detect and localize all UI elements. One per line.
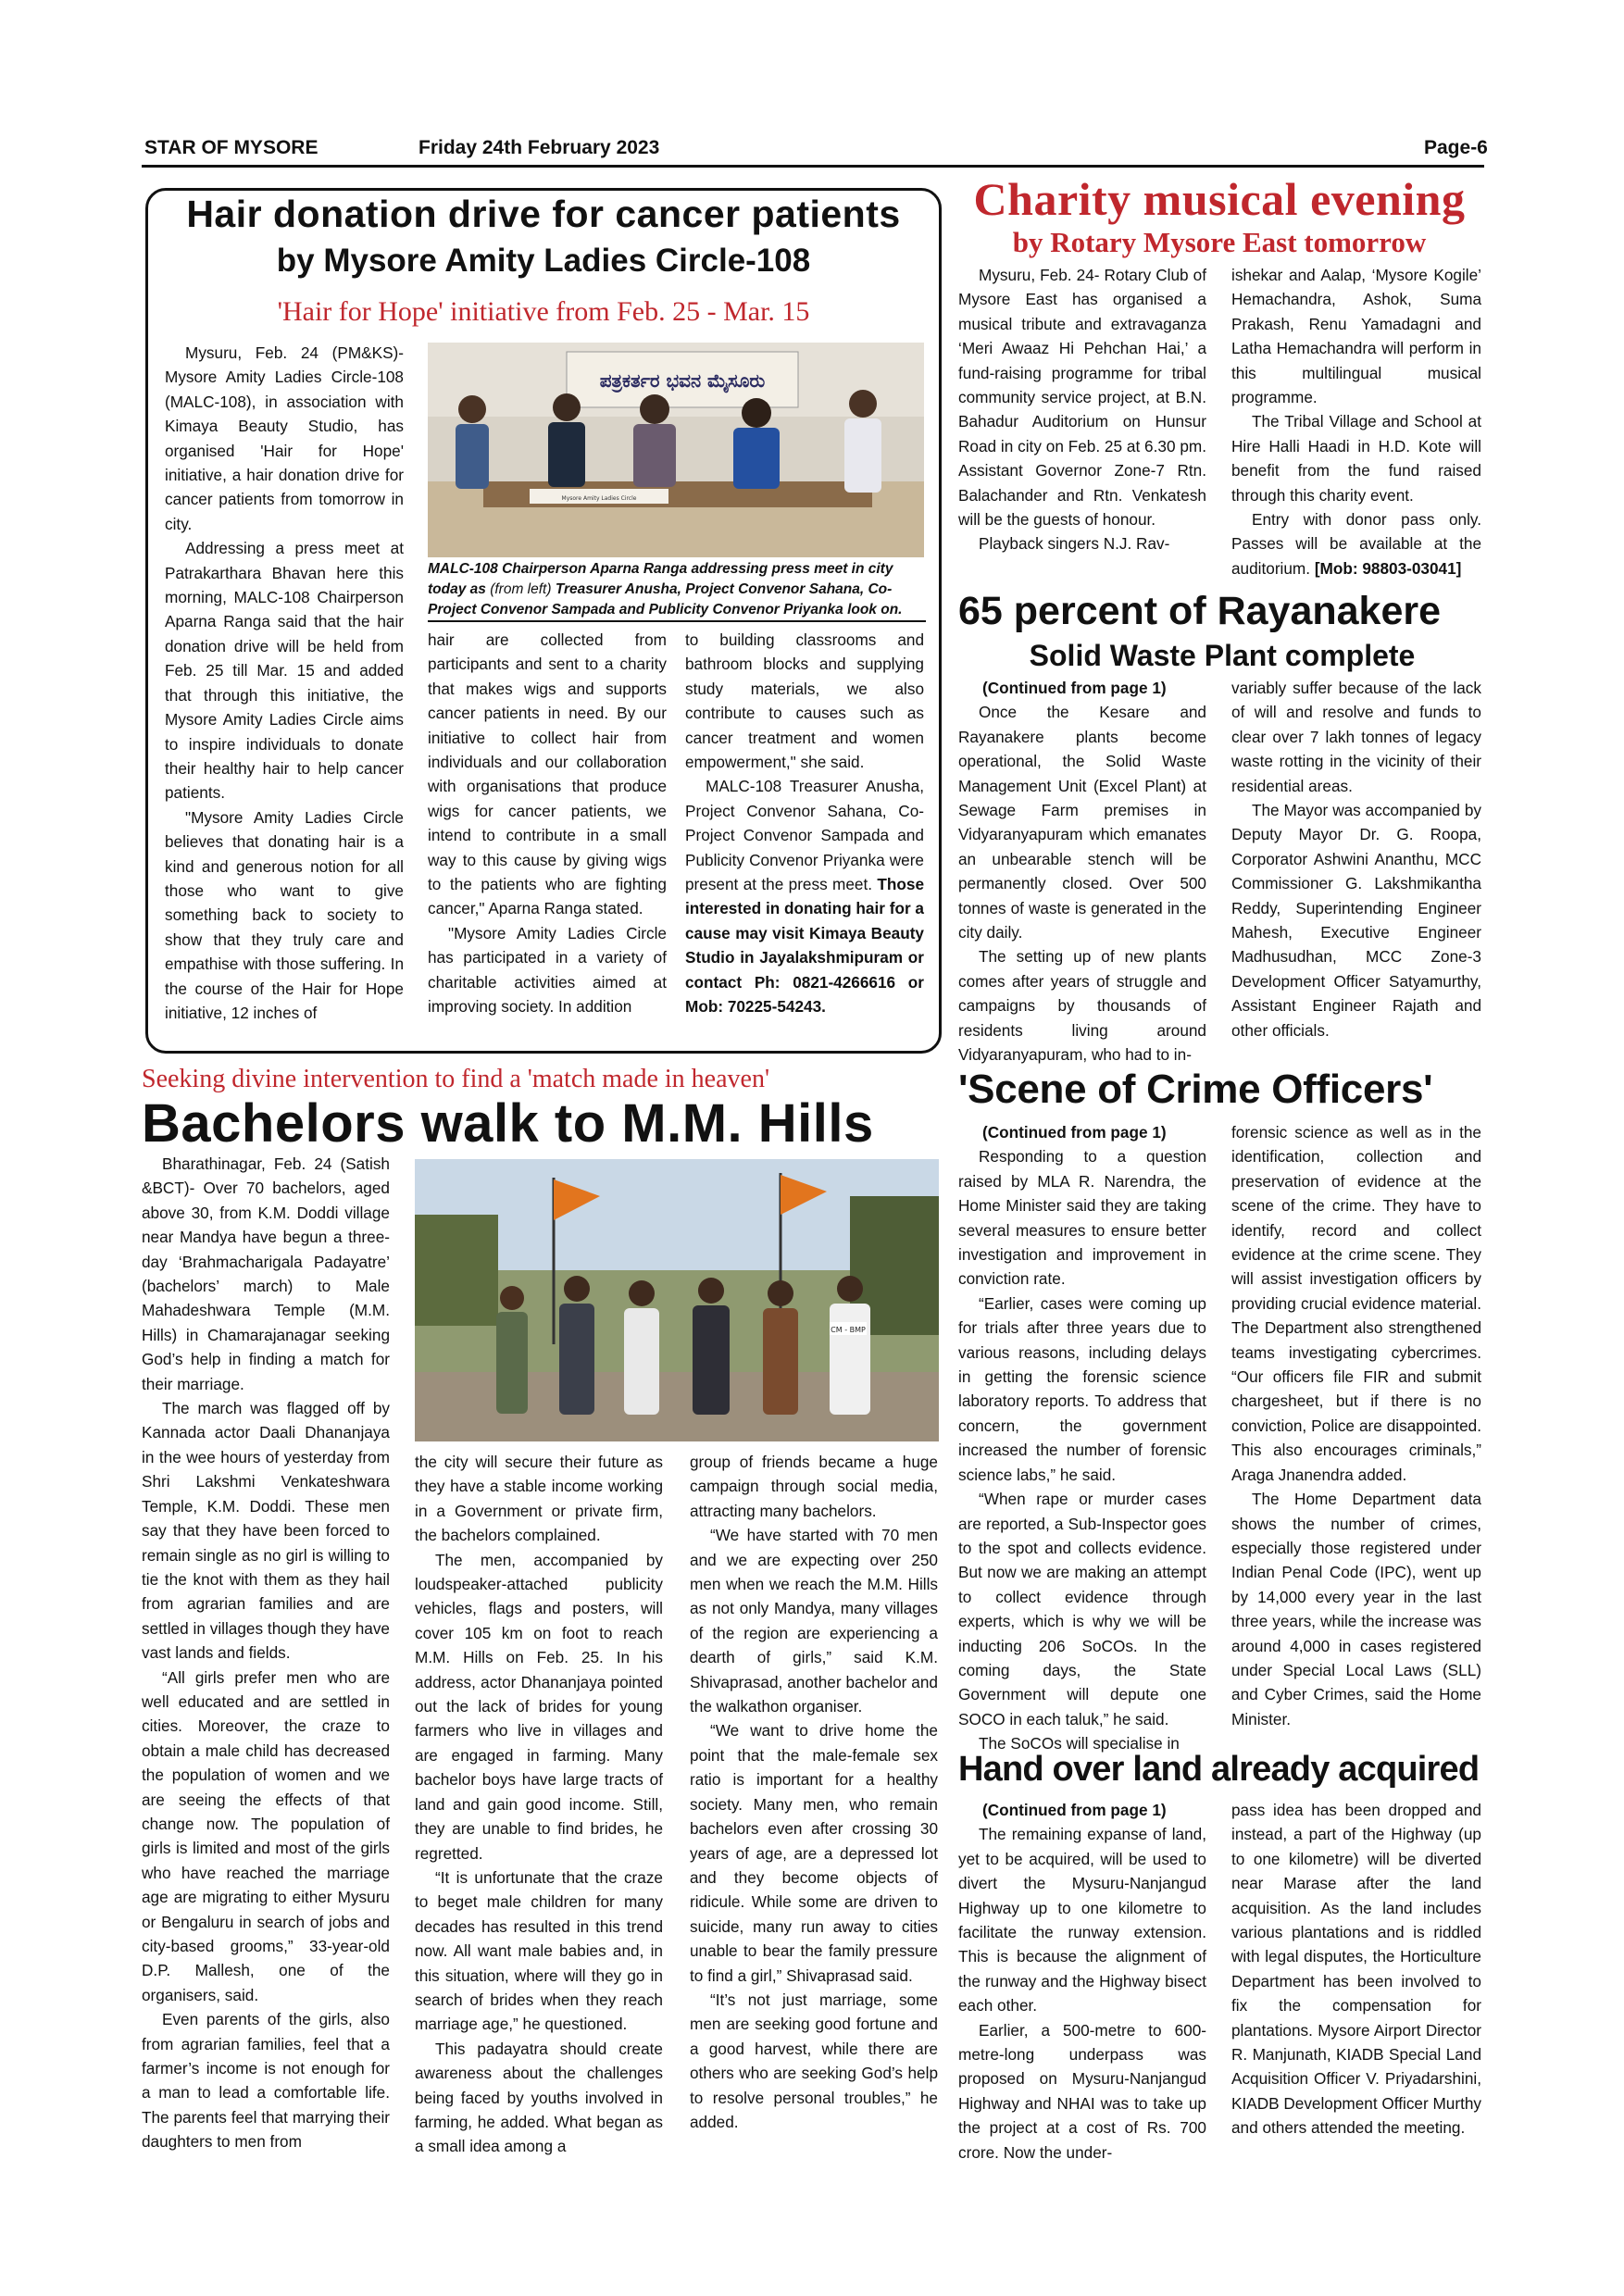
paragraph: Even parents of the girls, also from agrarian families, feel that a farmer’s income is not enough for a man to lead a comfortable life. The parents feel that marrying their daughters to men from [142, 2010, 390, 2152]
paragraph: forensic science as well as in the identification, collection and preservation of evidence at the scene of the crime. They have to identify, record and collect evidence at the crime scene. They will assist investigation officers by providing crucial evidence material. The Department also strengthened teams investigating cybercrimes. “Our officers file FIR and submit chargesheet, but if there is no conviction, Police are disappointed. This also encourages criminals,” Araga Jnanendra added. [1231, 1123, 1481, 1484]
bachelors-column-3 [690, 1450, 938, 2161]
paragraph: Mysuru, Feb. 24- Rotary Club of Mysore East has organised a musical tribute and extravaganza ‘Meri Awaaz Hi Pehchan Hai,’ a fund-raising programme for tribal community service project, at B.N. Bahadur Auditorium on Hunsur Road in city on Feb. 25 at 6.30 pm. Assistant Governor Zone-7 Rtn. Balachander and Rtn. Venkatesh will be the guests of honour. [958, 266, 1206, 530]
paragraph: Once the Kesare and Rayanakere plants become operational, the Solid Waste Management Unit (Excel Plant) at Sewage Farm premises in Vidyaranyapuram which emanates an unbearable stench will be permanently closed. Over 500 tonnes of waste is generated in the city daily. [958, 703, 1206, 942]
paragraph-text: MALC-108 Treasurer Anusha, Project Convenor Sahana, Co-Project Convenor Sampada and Publicity Convenor Priyanka were present at the press meet. [685, 777, 924, 894]
soco-column-2 [1231, 1120, 1481, 1742]
soco-headline: 'Scene of Crime Officers' [958, 1067, 1433, 1112]
paragraph: “All girls prefer men who are well educated and are settled in cities. Moreover, the craze to obtain a male child has decreased the population of women and we are seeing the effects of that change now. The population of girls is limited and most of the girls who have reached the marriage age are migrating to either Mysuru or Bengaluru in search of jobs and city-based grooms,” 33-year-old D.P. Mallesh, one of the organisers, said. [142, 1667, 390, 2004]
paragraph: The Tribal Village and School at Hire Halli Haadi in H.D. Kote will benefit from the fund raised through this charity event. [1231, 412, 1481, 505]
paragraph: "Mysore Amity Ladies Circle believes that donating hair is a kind and generous notion for all those who want to give something back to society to show that they truly care and empathise with those suffering. In the course of the Hair for Hope initiative, 12 inches of [165, 807, 404, 1022]
charity-column-2 [1231, 263, 1481, 583]
paragraph: Addressing a press meet at Patrakarthara Bhavan here this morning, MALC-108 Chairperson Aparna Ranga said that the hair donation drive will be held from Feb. 25 till Mar. 15 and added that through this initiative, the Mysore Amity Ladies Circle aims to inspire individuals to donate their healthy hair to help cancer patients. [165, 539, 404, 803]
masthead-rule [142, 165, 1484, 168]
continued-note: (Continued from page 1) [982, 1123, 1167, 1142]
bachelors-march-photo [415, 1159, 939, 1441]
paragraph: “It is unfortunate that the craze to beget male children for many decades has resulted in this trend now. All want male babies and, in this situation, where will they go in search of brides when they reach marriage age,” he questioned. [415, 1867, 663, 2034]
paragraph: Earlier, a 500-metre to 600-metre-long underpass was proposed on Mysuru-Nanjangud Highway and NHAI was to take up the project at a cost of Rs. 700 crore. Now the under- [958, 2020, 1206, 2162]
rayanakere-headline-2: Solid Waste Plant complete [1029, 639, 1416, 672]
rayanakere-headline-1: 65 percent of Rayanakere [958, 589, 1442, 633]
hair-headline-1: Hair donation drive for cancer patients [186, 193, 901, 235]
paragraph: “Earlier, cases were coming up for trials after three years due to various reasons, including delays in getting the forensic science laboratory reports. To address that concern, the government increased the number of forensic science labs,” he said. [958, 1293, 1206, 1484]
paragraph: The Home Department data shows the number of crimes, especially those registered under Indian Penal Code (IPC), went up by 14,000 every year in the last three years, while the increase was around 4,000 in cases registered under Special Local Laws (SLL) and Cyber Crimes, said the Home Minister. [1231, 1490, 1481, 1728]
paragraph: The Mayor was accompanied by Deputy Mayor Dr. G. Roopa, Corporator Ashwini Ananthu, MCC Commissioner G. Lakshmikantha Reddy, Superintending Engineer Mahesh, Executive Engineer Madhusudhan, MCC Zone-3 Development Officer Satyamurthy, Assistant Engineer Rajath and other officials. [1231, 801, 1481, 1040]
march-illustration [415, 1159, 939, 1441]
nameplate-text: Mysore Amity Ladies Circle [561, 495, 637, 502]
masthead-paper-name: STAR OF MYSORE [144, 137, 319, 158]
paragraph: The SoCOs will specialise in [979, 1734, 1180, 1753]
hair-column-2 [428, 628, 667, 1042]
hair-press-meet-photo [428, 343, 924, 557]
paragraph: The march was flagged off by Kannada actor Daali Dhananjaya in the wee hours of yesterday from Shri Lakshmi Venkateshwara Temple, K.M. Doddi. These men say that they have been forced to remain single as no girl is willing to tie the knot with them as they hail from agrarian families and are settled in villages though they have vast lands and fields. [142, 1399, 390, 1663]
land-headline: Hand over land already acquired [958, 1750, 1480, 1789]
hair-headline-2: by Mysore Amity Ladies Circle-108 [276, 243, 811, 279]
continued-note: (Continued from page 1) [982, 679, 1167, 697]
paragraph: “When rape or murder cases are reported, a Sub-Inspector goes to the spot and collects evidence. But now we are making an attempt to collect evidence through experts, which is why we will be inducting 206 SoCOs. In the coming days, the State Government will depute one SOCO in each taluk,” he said. [958, 1490, 1206, 1728]
masthead-page-number: Page-6 [1424, 137, 1488, 158]
rayanakere-column-1 [958, 676, 1206, 1065]
paragraph: hair are collected from participants and sent to a charity that makes wigs and supports cancer patients in need. By our initiative to collect hair from individuals and our collaboration with organisations that produce wigs for cancer patients, we intend to contribute in a small way to this cause by giving wigs to the patients who are fighting cancer," Aparna Ranga stated. [428, 630, 667, 918]
paragraph: “It’s not just marriage, some men are seeking good fortune and a good harvest, while there are others who are seeking God’s help to resolve personal troubles,” he added. [690, 1990, 938, 2131]
soco-column-1 [958, 1120, 1206, 1753]
continued-note: (Continued from page 1) [982, 1801, 1167, 1819]
banner-text: CM - BMP [831, 1326, 866, 1334]
paragraph: "Mysore Amity Ladies Circle has participated in a variety of charitable activities aimed at improving society. In addition [428, 923, 667, 1017]
press-meet-illustration [428, 343, 924, 557]
paragraph: “We want to drive home the point that the male-female sex ratio is important for a healthy society. Many men, who remain bachelors even after crossing 30 years of age, are a depressed lot and they become objects of ridicule. While some are driven to suicide, many run away to cities unable to bear the family pressure to find a girl,” Shivaprasad said. [690, 1721, 938, 1985]
masthead-date: Friday 24th February 2023 [418, 137, 660, 158]
paragraph [685, 774, 924, 1018]
caption-rule [428, 620, 926, 622]
charity-headline: Charity musical evening [973, 173, 1466, 225]
bachelors-column-1 [142, 1152, 390, 2161]
paragraph: group of friends became a huge campaign through social media, attracting many bachelors. [690, 1453, 938, 1520]
hair-column-1 [165, 341, 404, 1042]
paragraph: ishekar and Aalap, ‘Mysore Kogile’ Hemachandra, Ashok, Suma Prakash, Renu Yamadagni and Latha Hemachandra will perform in this multilingual musical programme. [1231, 266, 1481, 407]
paragraph: Responding to a question raised by MLA R. Narendra, the Home Minister said they are taking several measures to ensure better investigation and improvement in conviction rate. [958, 1147, 1206, 1289]
paragraph: to building classrooms and bathroom blocks and supplying study materials, we also contribute to causes such as cancer treatment and women empowerment," she said. [685, 630, 924, 772]
paragraph: The men, accompanied by loudspeaker-attached publicity vehicles, flags and posters, will cover 105 km on foot to reach M.M. Hills on Feb. 25. In his address, actor Dhananjaya pointed out the lack of brides for young farmers who live in villages and are engaged in farming. Many bachelor boys have large tracts of land and gain good income. Still, they are unable to find brides, he regretted. [415, 1550, 663, 1863]
bachelors-headline: Bachelors walk to M.M. Hills [142, 1093, 874, 1154]
hair-column-3 [685, 628, 924, 1042]
paragraph: Mysuru, Feb. 24 (PM&KS)- Mysore Amity Ladies Circle-108 (MALC-108), in association with Kimaya Beauty Studio, has organised 'Hair for Hope' initiative, a hair donation drive for cancer patients from tomorrow in city. [165, 343, 404, 533]
paragraph: the city will secure their future as they have a stable income working in a Government or private firm, the bachelors complained. [415, 1453, 663, 1545]
paragraph: pass idea has been dropped and instead, a part of the Highway (up to one kilometre) will be diverted near Marase after the land acquisition. As the land includes various plantations and is riddled with legal disputes, the Horticulture Department has been involved to fix the compensation for plantations. Mysore Airport Director R. Manjunath, KIADB Special Land Acquisition Officer V. Priyadarshini, KIADB Development Officer Murthy and others attended the meeting. [1231, 1801, 1482, 2138]
hair-subhead: 'Hair for Hope' initiative from Feb. 25 - Mar. 15 [277, 296, 810, 327]
charity-mobile: [Mob: 98803-03041] [1314, 558, 1462, 578]
bachelors-kicker: Seeking divine intervention to find a 'match made in heaven' [142, 1065, 770, 1093]
charity-subhead: by Rotary Mysore East tomorrow [1012, 226, 1427, 258]
rayanakere-column-2 [1231, 676, 1481, 1061]
land-column-1 [958, 1798, 1206, 2161]
paragraph: Bharathinagar, Feb. 24 (Satish &BCT)- Over 70 bachelors, aged above 30, from K.M. Doddi village near Mandya have begun a three-day ‘Brahmacharigala Padayatre’ (bachelors’ march) to Male Mahadeshwara Temple (M.M. Hills) in Chamarajanagar seeking God’s help in finding a match for their marriage. [142, 1154, 390, 1393]
contact-info: Those interested in donating hair for a cause may visit Kimaya Beauty Studio in Jayalakshmipuram or contact Ph: 0821-4266616 or Mob: 70225-54243. [685, 875, 925, 1017]
hair-photo-caption [428, 559, 926, 620]
paragraph: “We have started with 70 men and we are expecting over 250 men when we reach the M.M. Hills as not only Mandya, many villages of the region are experiencing a dearth of girls,” said K.M. Shivaprasad, another bachelor and the walkathon organiser. [690, 1526, 938, 1716]
paragraph: The remaining expanse of land, yet to be acquired, will be used to divert the Mysuru-Nanjangud Highway up to one kilometre to facilitate the runway extension. This is because the alignment of the runway and the Highway bisect each other. [958, 1825, 1206, 2015]
paragraph-text: Entry with donor pass only. Passes will be available at the auditorium. [1231, 510, 1481, 578]
paragraph: The setting up of new plants comes after years of struggle and campaigns by thousands of residents living around Vidyaranyapuram, who had to in- [958, 947, 1206, 1065]
paragraph [1231, 507, 1481, 580]
caption-part-c: Treasurer Anusha, Project Convenor Sahana, Co-Project Convenor Sampada and Publicity Convenor Priyanka look on. [428, 581, 903, 618]
paragraph: This padayatra should create awareness about the challenges being faced by youths involved in farming, he added. What began as a small idea among a [415, 2039, 663, 2156]
bachelors-column-2 [415, 1450, 663, 2161]
charity-column-1 [958, 263, 1206, 583]
press-banner-text: ಪತ್ರಕರ್ತರ ಭವನ ಮೈಸೂರು [599, 369, 766, 392]
paragraph: variably suffer because of the lack of will and resolve and funds to clear over 7 lakh tonnes of legacy waste rotting in the vicinity of their residential areas. [1231, 679, 1481, 795]
paragraph: Playback singers N.J. Rav- [979, 534, 1170, 554]
caption-part-a: MALC-108 Chairperson Aparna Ranga addressing press meet in city today as [428, 561, 893, 597]
land-column-2 [1231, 1798, 1481, 2161]
caption-part-b: (from left) [490, 581, 552, 597]
